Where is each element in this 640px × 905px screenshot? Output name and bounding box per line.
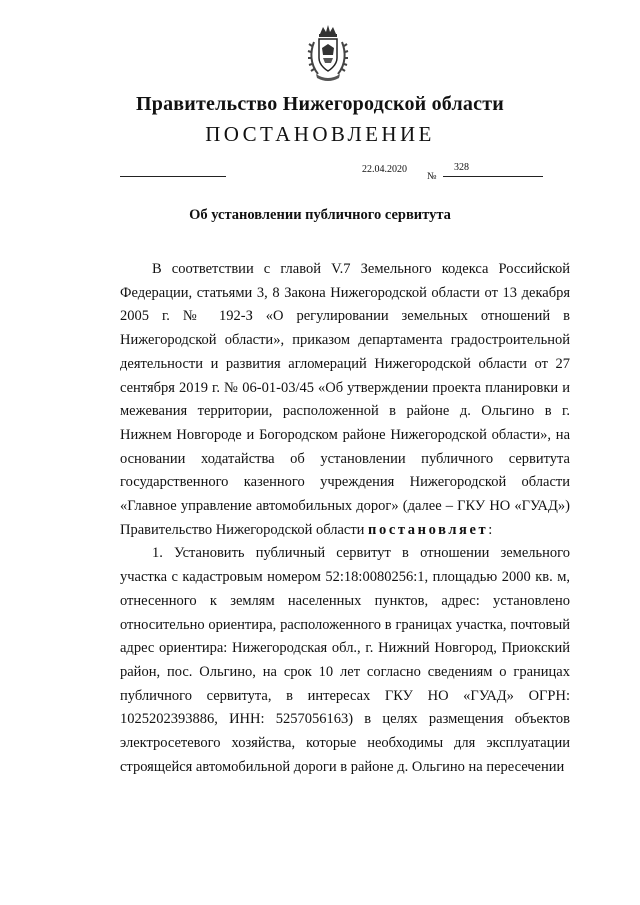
number-line — [443, 176, 543, 177]
document-type: ПОСТАНОВЛЕНИЕ — [205, 122, 435, 146]
document-number: 328 — [454, 162, 469, 173]
government-name: Правительство Нижегородской области — [136, 93, 504, 115]
document-subject: Об установлении публичного сервитута — [189, 207, 451, 223]
paragraph-preamble — [120, 258, 570, 542]
decree-verb: постановляет — [368, 521, 489, 538]
coat-of-arms-icon — [306, 24, 350, 84]
document-date: 22.04.2020 — [362, 164, 407, 175]
number-sign: № — [427, 171, 437, 182]
preamble-text: В соответствии с главой V.7 Земельного кодекса Российской Федерации, статьями 3, 8 Закона Нижегородской области от 13 декабря 2005 г. № 192-З «О регулировании земельных отношений в Нижегородской области», приказом департамента градостроительной деятельности и развития агломераций Нижегородской области от 27 сентября 2019 г. № 06-01-03/45 «Об утверждении проекта планировки и межевания территории, расположенной в районе д. Ольгино в г. Нижнем Новгороде и Богородском районе Нижегородской области», на основании ходатайства об установлении публичного сервитута государственного казенного учреждения Нижегородской области «Главное управление автомобильных дорог» (далее – ГКУ НО «ГУАД») Правительство Нижегородской области — [120, 261, 570, 538]
date-blank-line — [120, 176, 226, 177]
document-body — [120, 258, 570, 779]
paragraph-1: 1. Установить публичный сервитут в отношении земельного участка с кадастровым номером 52:18:0080256:1, площадью 2000 кв. м, отнесенного к землям населенных пунктов, адрес: установлено относительно ориентира, расположенного в границах участка, почтовый адрес ориентира: Нижегородская обл., г. Нижний Новгород, Приокский район, пос. Ольгино, на срок 10 лет согласно сведениям о границах публичного сервитута, в интересах ГКУ НО «ГУАД» ОГРН: 1025202393886, ИНН: 5257056163) в целях размещения объектов электросетевого хозяйства, которые необходимы для эксплуатации строящейся автомобильной дороги в районе д. Ольгино на пересечении — [120, 545, 570, 775]
preamble-end: : — [488, 521, 493, 538]
